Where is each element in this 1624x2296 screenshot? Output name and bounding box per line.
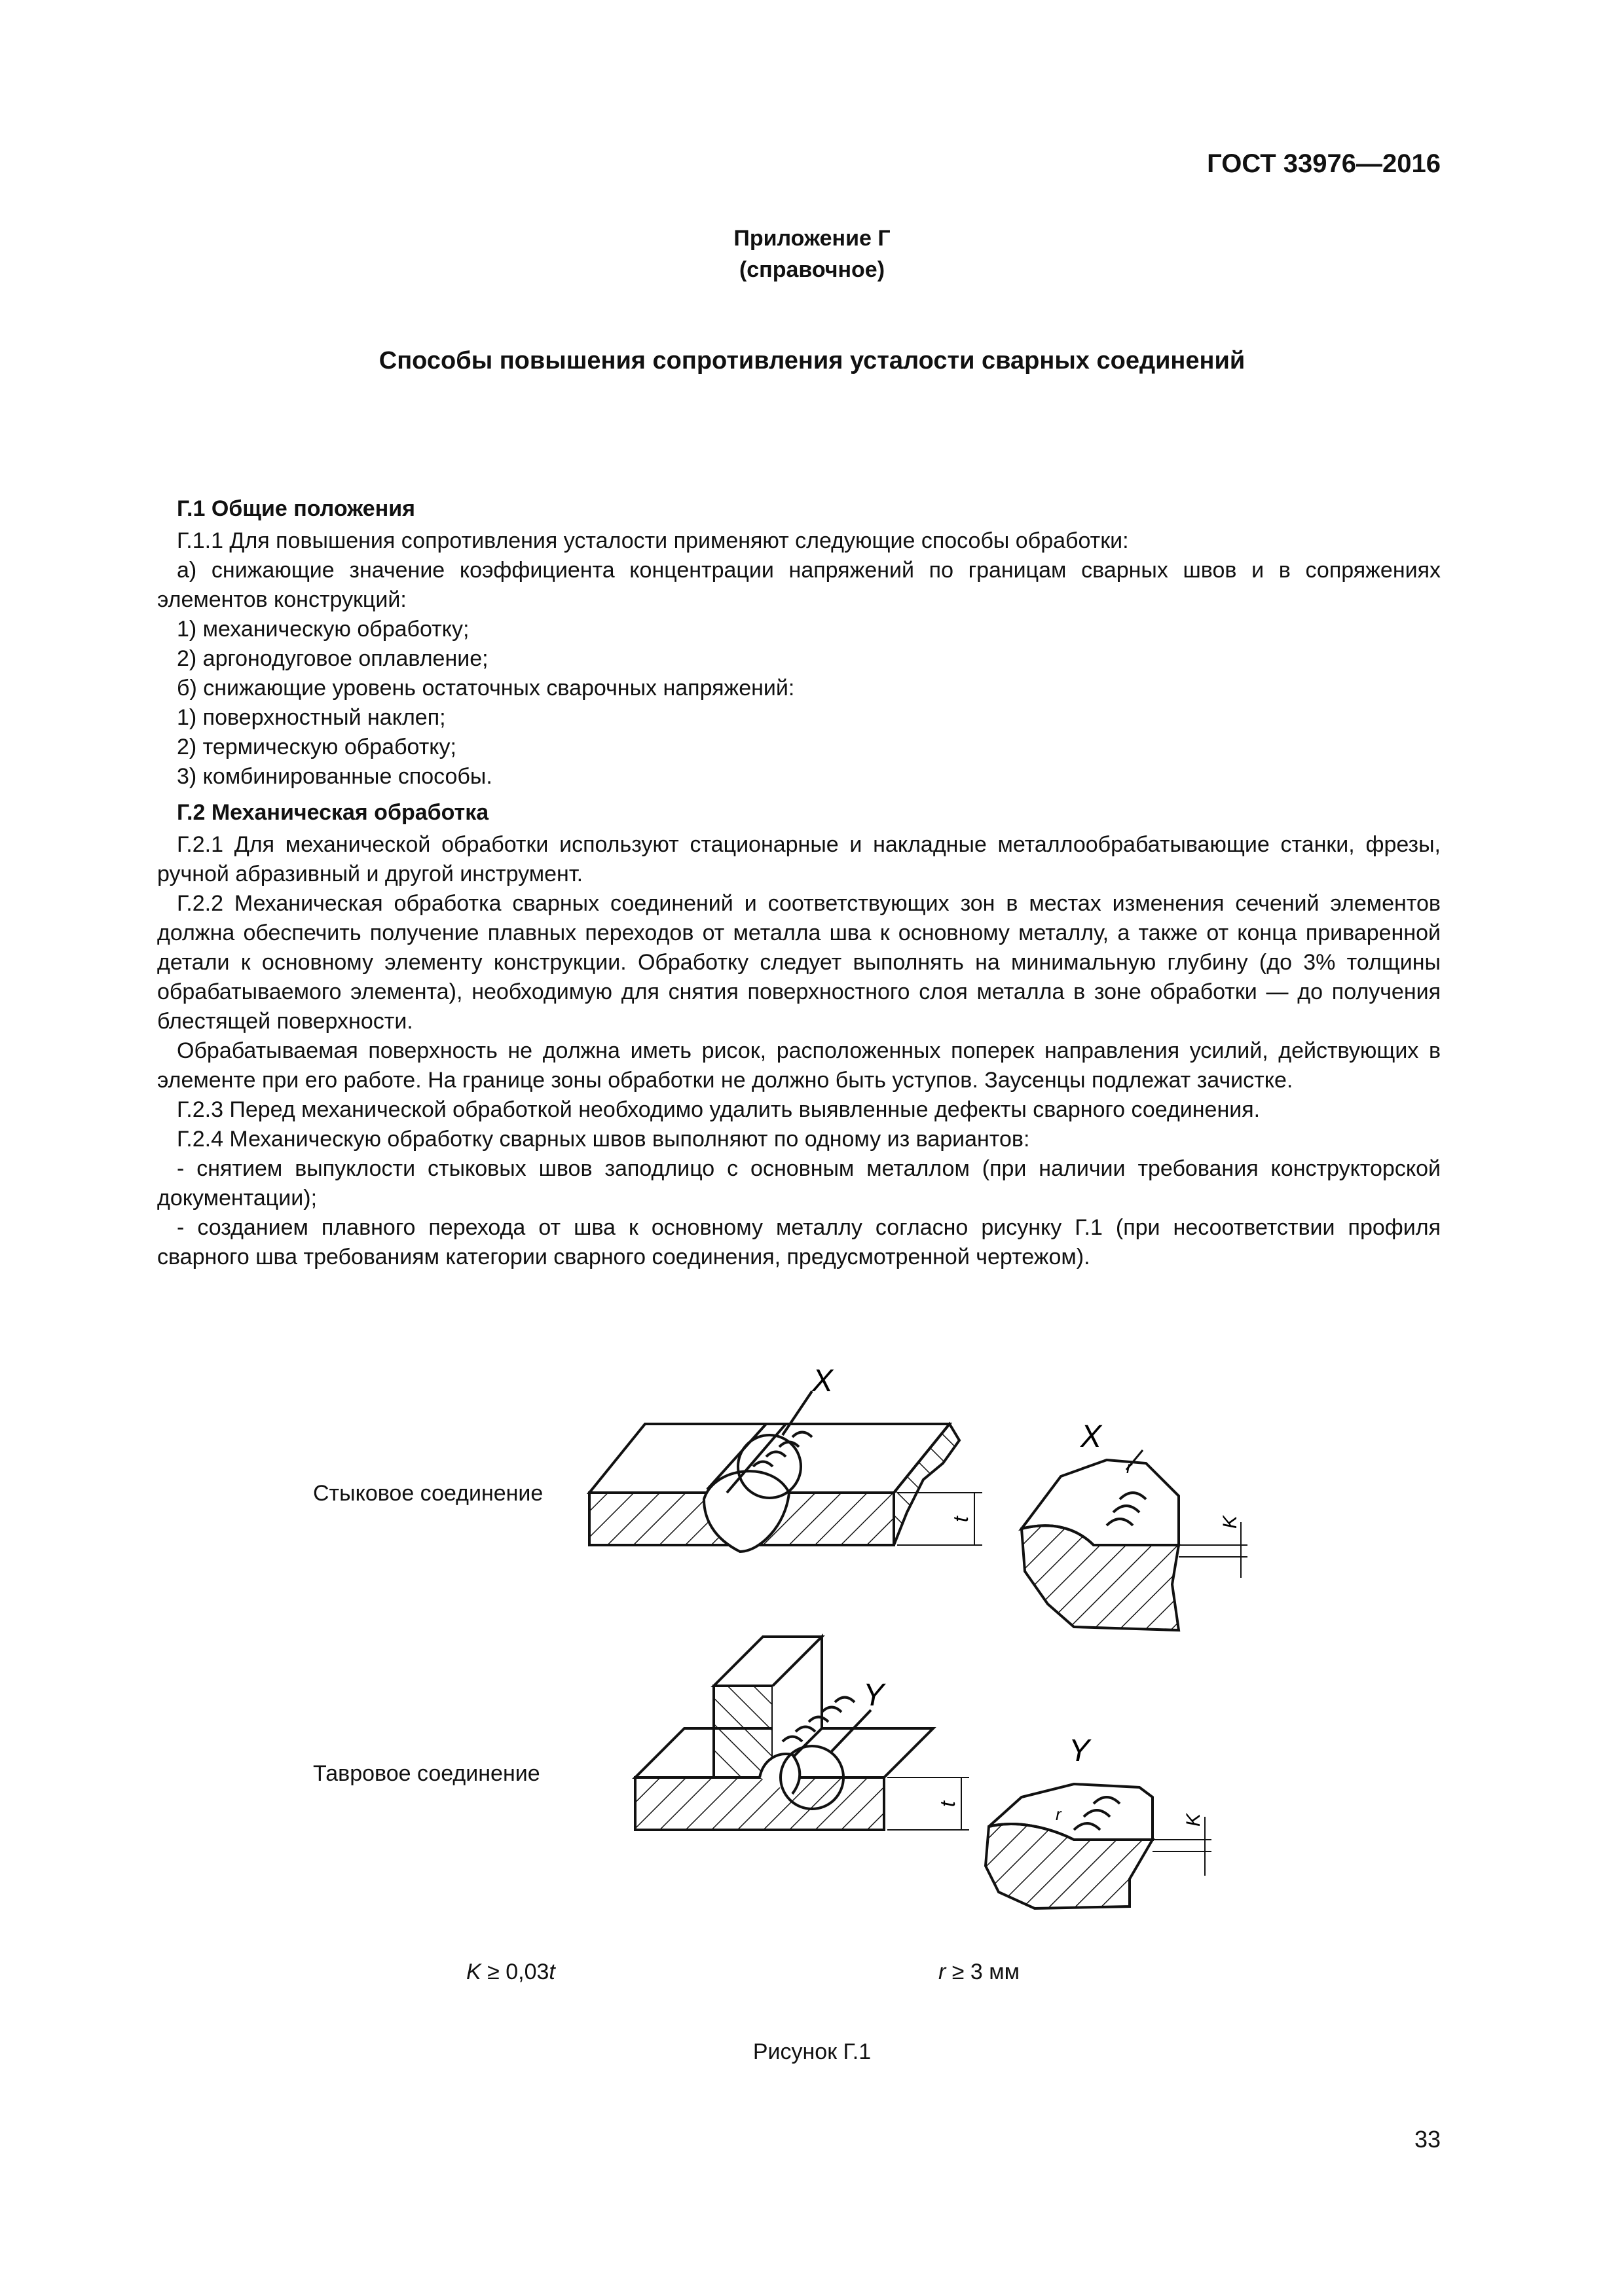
list-item: 2) аргонодуговое оплавление; [177, 646, 489, 671]
butt-joint-drawing [589, 1391, 982, 1552]
welded-joints-figure [0, 1336, 1624, 2023]
body-text [157, 488, 1441, 1272]
detail-x-heading: X [1080, 1419, 1102, 1454]
tee-joint-drawing [635, 1637, 969, 1830]
section-heading: Г.2 Механическая обработка [177, 800, 489, 825]
paragraph: Г.2.1 Для механической обработки используют стационарные и накладные металлообрабатывающие станки, фрезы, ручной абразивный и другой инструмент. [157, 832, 1441, 886]
radius-r-label: r [1056, 1804, 1061, 1824]
detail-y-drawing [986, 1784, 1211, 1908]
paragraph: Г.2.2 Механическая обработка сварных соединений и соответствующих зон в местах изменения сечений элементов должна обеспечить получение плавных переходов от металла шва к основному металлу, а также от конца приваренной детали к основному элементу конструкции. Обработку следует выполнять на минимальную глубину (до 3% толщины обрабатываемого элемента), необходимую для снятия поверхностного слоя металла в зоне обработки — до получения блестящей поверхности. [157, 891, 1441, 1034]
list-item: 1) механическую обработку; [177, 617, 470, 642]
paragraph: - созданием плавного перехода от шва к основному металлу согласно рисунку Г.1 (при несоответствии профиля сварного шва требованиям категории сварного соединения, предусмотренной чертежом). [157, 1215, 1441, 1269]
tee-joint-label: Тавровое соединение [313, 1761, 540, 1786]
paragraph: б) снижающие уровень остаточных сварочных напряжений: [177, 676, 795, 701]
figure-caption: Рисунок Г.1 [752, 2039, 872, 2064]
radius-r-label: r [1126, 1457, 1132, 1477]
appendix-subtitle: (справочное) [739, 257, 885, 282]
detail-x-drawing [1022, 1450, 1247, 1630]
formula-k: K ≥ 0,03t [466, 1959, 555, 1984]
standard-number: ГОСТ 33976—2016 [1207, 149, 1441, 178]
paragraph: а) снижающие значение коэффициента концентрации напряжений по границам сварных швов и в сопряжениях элементов конструкций: [157, 558, 1441, 612]
dimension-t-label: t [936, 1801, 959, 1807]
paragraph: Г.2.4 Механическую обработку сварных швов выполняют по одному из вариантов: [177, 1127, 1030, 1152]
dimension-k-label: K [1183, 1813, 1204, 1827]
section-heading: Г.1 Общие положения [177, 496, 415, 521]
butt-joint-label: Стыковое соединение [313, 1481, 544, 1506]
dimension-k-label: K [1219, 1515, 1241, 1529]
page-number: 33 [1414, 2126, 1441, 2153]
list-item: 1) поверхностный наклеп; [177, 705, 446, 730]
list-item: 2) термическую обработку; [177, 735, 456, 759]
formula-r: r ≥ 3 мм [938, 1959, 1020, 1984]
appendix-title: Приложение Г [733, 226, 891, 251]
dimension-t-label: t [949, 1516, 972, 1522]
detail-y-label: Y [863, 1678, 885, 1713]
detail-x-label: X [812, 1364, 834, 1398]
paragraph: Г.2.3 Перед механической обработкой необходимо удалить выявленные дефекты сварного соединения. [177, 1097, 1261, 1122]
paragraph: Г.1.1 Для повышения сопротивления усталости применяют следующие способы обработки: [177, 528, 1129, 553]
detail-y-heading: Y [1069, 1734, 1090, 1768]
main-title: Способы повышения сопротивления усталости сварных соединений [378, 347, 1246, 374]
paragraph: - снятием выпуклости стыковых швов заподлицо с основным металлом (при наличии требования конструкторской документации); [157, 1156, 1441, 1211]
paragraph: Обрабатываемая поверхность не должна иметь рисок, расположенных поперек направления усилий, действующих в элементе при его работе. На границе зоны обработки не должно быть уступов. Заусенцы подлежат зачистке. [157, 1038, 1441, 1093]
list-item: 3) комбинированные способы. [177, 764, 492, 789]
